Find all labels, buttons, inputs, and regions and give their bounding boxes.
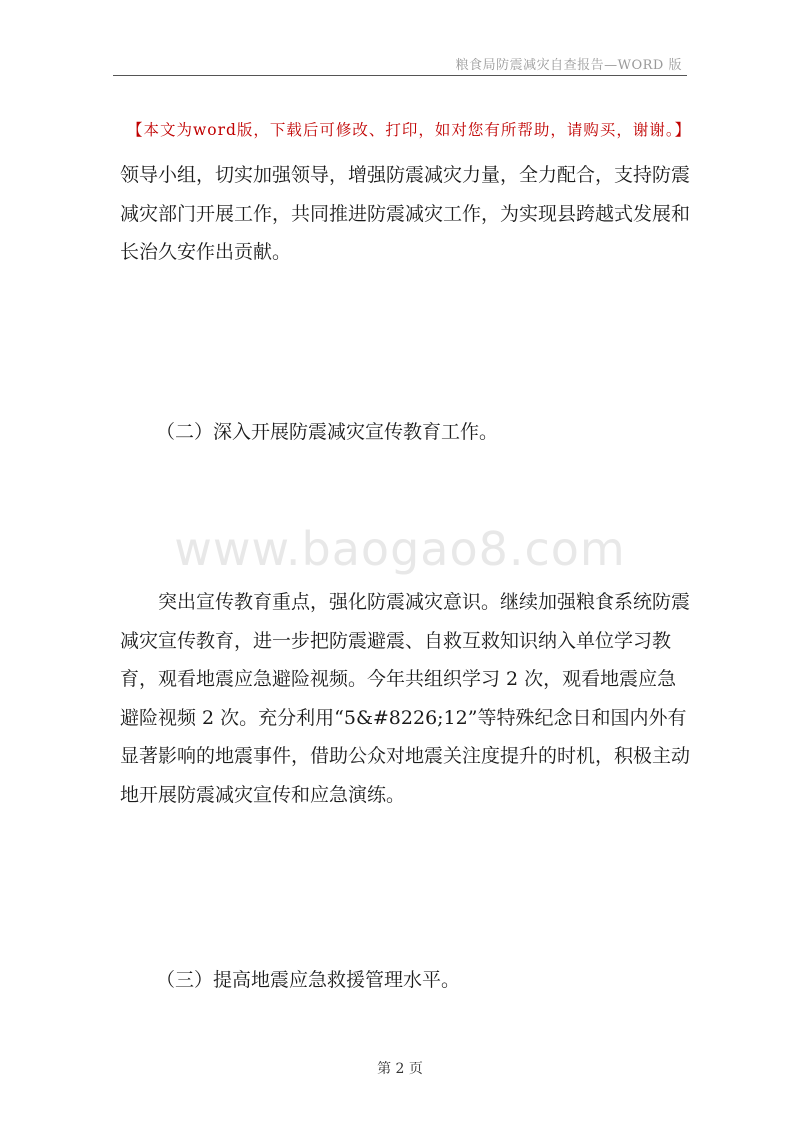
body-paragraph-1: 领导小组，切实加强领导，增强防震减灾力量，全力配合，支持防震减灾部门开展工作，共同推进防震减灾工作，为实现县跨越式发展和长治久安作出贡献。 [120,164,691,263]
section-heading-2: （二）深入开展防震减灾宣传教育工作。 [156,421,499,443]
watermark: www.baogao8.com [174,522,626,576]
body-paragraph-2: 突出宣传教育重点，强化防震减灾意识。继续加强粮食系统防震减灾宣传教育，进一步把防震避震、自救互救知识纳入单位学习教育，观看地震应急避险视频。今年共组织学习 2 次，观看地震应急避险视频 2 次。充分利用“5&#8226;12”等特殊纪念日和国内外有显著影响的地震事件，借助公众对地震关注度提升的时机，积极主动地开展防震减灾宣传和应急演练。 [120,591,691,806]
download-notice: 【本文为word版，下载后可修改、打印，如对您有所帮助，请购买，谢谢。】 [127,121,692,139]
header-divider [113,75,687,76]
page-number: 第 2 页 [377,1061,423,1077]
page-header-title: 粮食局防震减灾自查报告—WORD 版 [455,58,682,73]
section-heading-3: （三）提高地震应急救援管理水平。 [156,969,461,991]
